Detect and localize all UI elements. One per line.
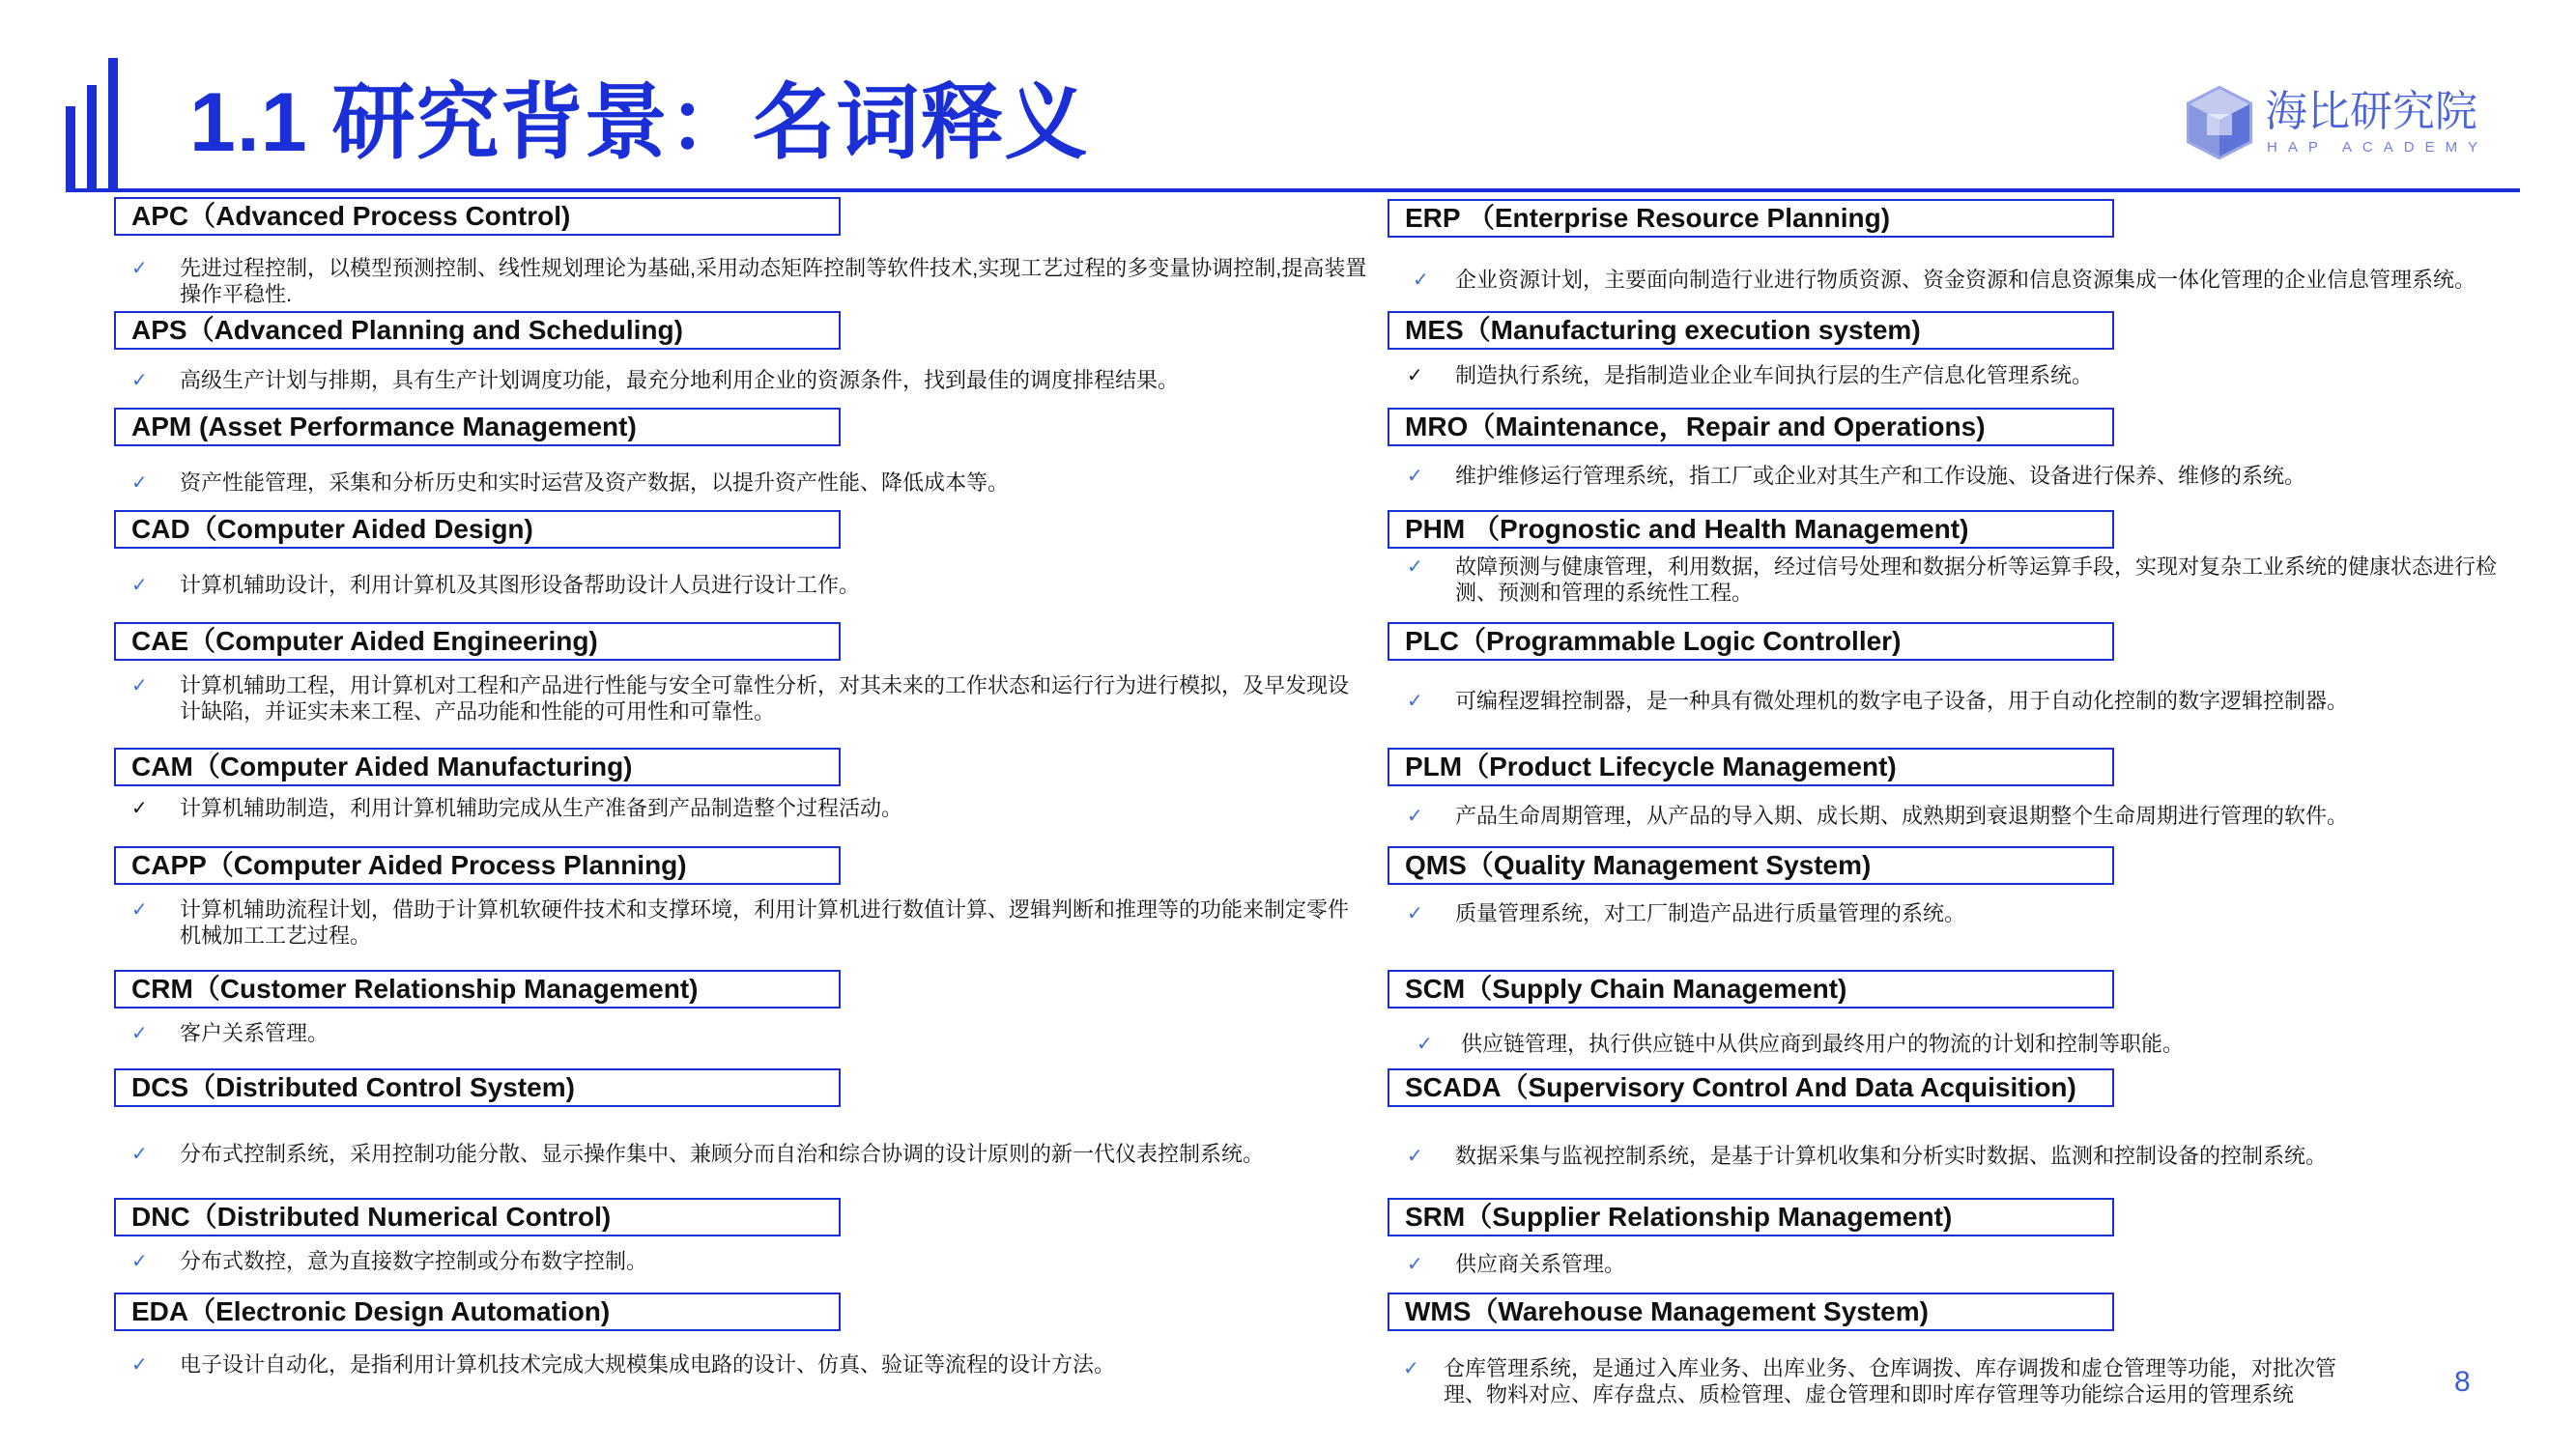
term-box-cam: CAM（Computer Aided Manufacturing) xyxy=(114,748,841,786)
check-icon: ✓ xyxy=(131,1023,148,1044)
term-box-mro: MRO（Maintenance，Repair and Operations) xyxy=(1388,408,2114,446)
term-description: 维护维修运行管理系统，指工厂或企业对其生产和工作设施、设备进行保养、维修的系统。 xyxy=(1455,464,2306,488)
term-box-scm: SCM（Supply Chain Management) xyxy=(1388,970,2114,1009)
check-icon: ✓ xyxy=(1407,1254,1423,1275)
term-box-qms: QMS（Quality Management System) xyxy=(1388,846,2114,885)
term-box-plc: PLC（Programmable Logic Controller) xyxy=(1388,622,2114,661)
check-icon: ✓ xyxy=(131,575,148,596)
check-icon: ✓ xyxy=(1407,806,1423,827)
term-box-mes: MES（Manufacturing execution system) xyxy=(1388,311,2114,350)
check-icon: ✓ xyxy=(1403,1358,1419,1379)
term-description: 电子设计自动化，是指利用计算机技术完成大规模集成电路的设计、仿真、验证等流程的设计方法。 xyxy=(180,1352,1116,1377)
term-description: 供应链管理，执行供应链中从供应商到最终用户的物流的计划和控制等职能。 xyxy=(1461,1032,2185,1056)
check-icon: ✓ xyxy=(131,1144,148,1165)
logo-text: 海比研究院 xyxy=(2265,88,2477,135)
term-description: 计算机辅助设计，利用计算机及其图形设备帮助设计人员进行设计工作。 xyxy=(180,573,861,597)
check-icon: ✓ xyxy=(131,258,148,279)
check-icon: ✓ xyxy=(1407,1146,1423,1167)
check-icon: ✓ xyxy=(131,1251,148,1272)
header-bars-decoration xyxy=(66,58,124,191)
term-box-eda: EDA（Electronic Design Automation) xyxy=(114,1293,841,1331)
term-box-erp: ERP （Enterprise Resource Planning) xyxy=(1388,199,2114,238)
term-description: 高级生产计划与排期，具有生产计划调度功能，最充分地利用企业的资源条件，找到最佳的调度排程结果。 xyxy=(180,368,1180,392)
term-description: 供应商关系管理。 xyxy=(1455,1252,1626,1276)
term-description: 企业资源计划，主要面向制造行业进行物质资源、资金资源和信息资源集成一体化管理的企业信息管理系统。 xyxy=(1455,268,2476,292)
term-description: 计算机辅助制造，利用计算机辅助完成从生产准备到产品制造整个过程活动。 xyxy=(180,796,903,820)
check-icon: ✓ xyxy=(131,798,148,819)
term-box-crm: CRM（Customer Relationship Management) xyxy=(114,970,841,1009)
term-description: 故障预测与健康管理，利用数据，经过信号处理和数据分析等运算手段，实现对复杂工业系统的健康状态进行检测、预测和管理的系统性工程。 xyxy=(1455,554,2498,605)
term-description: 可编程逻辑控制器，是一种具有微处理机的数字电子设备，用于自动化控制的数字逻辑控制器。 xyxy=(1455,689,2349,713)
term-description: 计算机辅助流程计划，借助于计算机软硬件技术和支撑环境，利用计算机进行数值计算、逻辑判断和推理等的功能来制定零件机械加工工艺过程。 xyxy=(180,897,1350,948)
term-box-srm: SRM（Supplier Relationship Management) xyxy=(1388,1198,2114,1236)
check-icon: ✓ xyxy=(1407,556,1423,578)
term-box-cae: CAE（Computer Aided Engineering) xyxy=(114,622,841,661)
term-description: 资产性能管理，采集和分析历史和实时运营及资产数据，以提升资产性能、降低成本等。 xyxy=(180,470,1010,495)
page-title: 1.1 研究背景：名词释义 xyxy=(189,76,1089,169)
check-icon: ✓ xyxy=(1407,903,1423,924)
check-icon: ✓ xyxy=(1407,365,1423,386)
check-icon: ✓ xyxy=(131,472,148,494)
term-box-apm: APM (Asset Performance Management) xyxy=(114,408,841,446)
term-box-dnc: DNC（Distributed Numerical Control) xyxy=(114,1198,841,1236)
term-description: 计算机辅助工程，用计算机对工程和产品进行性能与安全可靠性分析，对其未来的工作状态和运行行为进行模拟，及早发现设计缺陷，并证实未来工程、产品功能和性能的可用性和可靠性。 xyxy=(180,673,1350,724)
title-divider xyxy=(66,188,2520,192)
term-description: 仓库管理系统，是通过入库业务、出库业务、仓库调拨、库存调拨和虚仓管理等功能，对批次管理、物料对应、库存盘点、质检管理、虚仓管理和即时库存管理等功能综合运用的管理系统 xyxy=(1444,1356,2337,1406)
check-icon: ✓ xyxy=(131,370,148,391)
term-box-aps: APS（Advanced Planning and Scheduling) xyxy=(114,311,841,350)
term-description: 先进过程控制，以模型预测控制、线性规划理论为基础,采用动态矩阵控制等软件技术,实现工艺过程的多变量协调控制,提高装置操作平稳性. xyxy=(180,256,1367,306)
term-description: 分布式控制系统，采用控制功能分散、显示操作集中、兼顾分而自治和综合协调的设计原则的新一代仪表控制系统。 xyxy=(180,1142,1265,1166)
term-box-scada: SCADA（Supervisory Control And Data Acquisition) xyxy=(1388,1068,2114,1107)
check-icon: ✓ xyxy=(131,1354,148,1376)
check-icon: ✓ xyxy=(131,675,148,696)
term-box-cad: CAD（Computer Aided Design) xyxy=(114,510,841,549)
term-description: 产品生命周期管理，从产品的导入期、成长期、成熟期到衰退期整个生命周期进行管理的软件。 xyxy=(1455,804,2349,828)
term-description: 制造执行系统，是指制造业企业车间执行层的生产信息化管理系统。 xyxy=(1455,363,2094,387)
term-box-phm: PHM （Prognostic and Health Management) xyxy=(1388,510,2114,549)
check-icon: ✓ xyxy=(131,899,148,921)
term-description: 质量管理系统，对工厂制造产品进行质量管理的系统。 xyxy=(1455,901,1966,925)
check-icon: ✓ xyxy=(1407,691,1423,712)
term-box-wms: WMS（Warehouse Management System) xyxy=(1388,1293,2114,1331)
page-number: 8 xyxy=(2454,1366,2471,1398)
term-box-capp: CAPP（Computer Aided Process Planning) xyxy=(114,846,841,885)
check-icon: ✓ xyxy=(1407,466,1423,487)
cube-logo-icon xyxy=(2186,85,2253,160)
term-description: 数据采集与监视控制系统，是基于计算机收集和分析实时数据、监测和控制设备的控制系统。 xyxy=(1455,1144,2328,1168)
check-icon: ✓ xyxy=(1417,1034,1433,1055)
term-box-plm: PLM（Product Lifecycle Management) xyxy=(1388,748,2114,786)
logo-subtext: HAP ACADEMY xyxy=(2267,139,2489,156)
check-icon: ✓ xyxy=(1413,270,1429,291)
brand-logo xyxy=(2186,85,2489,162)
term-description: 客户关系管理。 xyxy=(180,1021,329,1045)
term-box-apc: APC（Advanced Process Control) xyxy=(114,197,841,236)
term-box-dcs: DCS（Distributed Control System) xyxy=(114,1068,841,1107)
term-description: 分布式数控，意为直接数字控制或分布数字控制。 xyxy=(180,1249,648,1273)
